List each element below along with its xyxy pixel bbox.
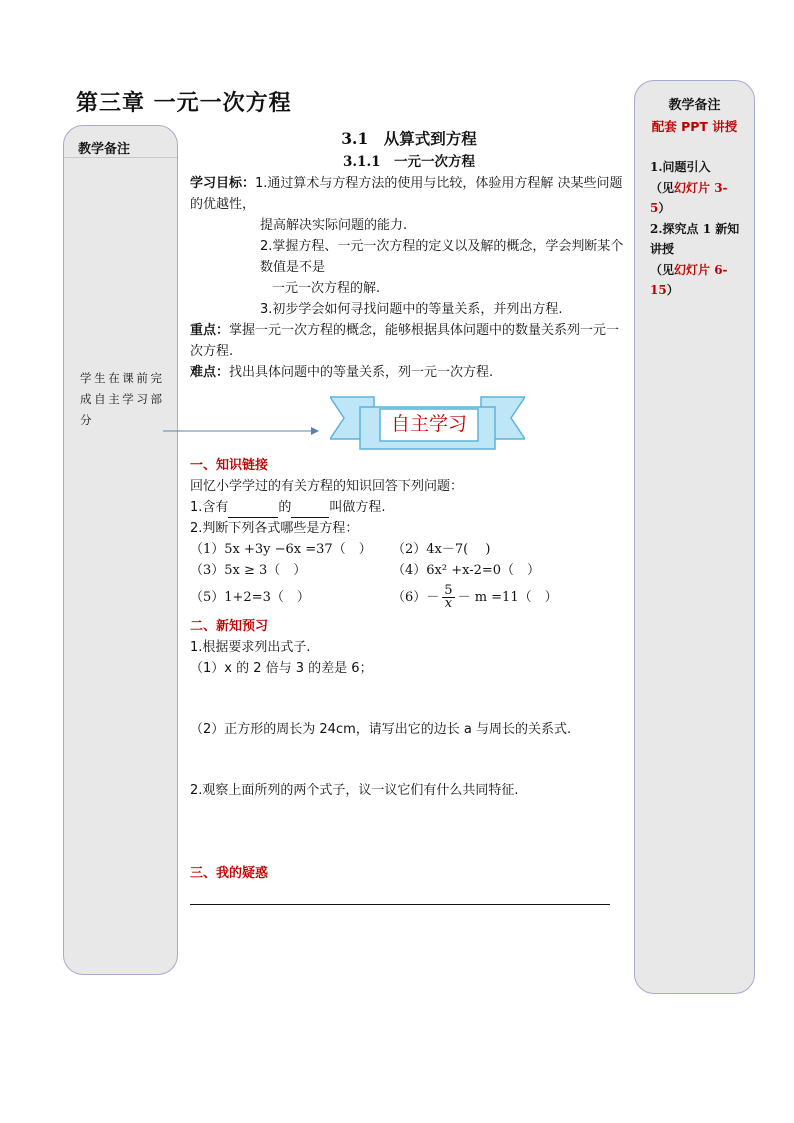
- difficulty-text: 找出具体问题中的等量关系，列一元一次方程.: [229, 365, 494, 380]
- fraction-denominator: x: [444, 596, 453, 611]
- part2-q1a: （1）x 的 2 倍与 3 的差是 6；: [190, 661, 373, 676]
- left-notes-panel: [63, 125, 178, 975]
- part2-heading: 二、新知预习: [190, 619, 269, 634]
- right-item-1-ref: 幻灯片 3-5: [650, 180, 728, 215]
- right-notes-panel: [634, 80, 755, 994]
- q1-text-a: 1.含有: [190, 500, 229, 515]
- q1-blank-1[interactable]: [228, 503, 278, 518]
- right-item-1-ref-close: ）: [658, 201, 671, 215]
- right-item-1-label: 1.问题引入: [650, 160, 711, 174]
- left-panel-heading: 教学备注: [78, 142, 131, 157]
- difficulty-label: 难点：: [190, 365, 230, 380]
- part3-heading: 三、我的疑惑: [190, 866, 269, 881]
- equation-6-prefix: （6）－: [392, 590, 440, 605]
- answer-space-1: [190, 679, 628, 719]
- q1-text-c: 叫做方程.: [329, 500, 386, 515]
- right-item-1: [650, 157, 746, 219]
- banner-spacer: [190, 383, 628, 455]
- fraction-numerator: 5: [444, 583, 453, 598]
- chapter-title: 第三章 一元一次方程: [76, 91, 292, 116]
- right-item-2-ref: 幻灯片 6-15: [650, 262, 728, 297]
- q1-text-b: 的: [278, 500, 292, 515]
- equation-6-suffix: － m =11（ ）: [457, 590, 558, 605]
- part1-heading: 一、知识链接: [190, 458, 269, 473]
- main-content: [190, 128, 628, 884]
- part1-q2: 2.判断下列各式哪些是方程：: [190, 521, 359, 536]
- difficulty: [190, 362, 628, 383]
- q1-blank-2[interactable]: [291, 503, 329, 518]
- objective-1-text: 1.通过算术与方程方法的使用与比较，体验用方程解 决某些问题的优越性，: [190, 176, 623, 212]
- objective-1-cont: 提高解决实际问题的能力.: [260, 218, 408, 233]
- right-item-2: [650, 219, 746, 301]
- left-panel-note: 学生在课前完成自主学习部分: [80, 371, 164, 427]
- section-title: 3.1 从算式到方程: [341, 129, 477, 148]
- equation-5: （5）1+2=3（ ）: [190, 590, 310, 605]
- key-point: [190, 320, 628, 362]
- part2-q1b: （2）正方形的周长为 24cm，请写出它的边长 a 与周长的关系式.: [190, 722, 572, 737]
- objective-3: 3.初步学会如何寻找问题中的等量关系，并列出方程.: [260, 302, 563, 317]
- part1-intro: 回忆小学学过的有关方程的知识回答下列问题：: [190, 479, 464, 494]
- equation-6: [392, 585, 558, 610]
- equation-1: （1）5x +3y −6x =37（ ）: [190, 542, 372, 557]
- right-item-1-ref-open: （见: [650, 180, 675, 195]
- part1-q1: [190, 497, 628, 518]
- equation-row-1: [190, 539, 628, 560]
- equation-3: （3）5x ≥ 3（ ）: [190, 563, 307, 578]
- part2-q1: 1.根据要求列出式子.: [190, 640, 311, 655]
- objectives-label: 学习目标：: [190, 176, 256, 191]
- part2-q2: 2.观察上面所列的两个式子，议一议它们有什么共同特征.: [190, 783, 519, 798]
- equation-row-3: [190, 585, 628, 610]
- left-panel-divider: [64, 157, 177, 158]
- subsection-title: 3.1.1 一元一次方程: [342, 154, 476, 170]
- equation-row-2: [190, 560, 628, 581]
- right-panel-items: [650, 157, 746, 301]
- objective-2-cont: 一元一次方程的解.: [272, 281, 381, 296]
- right-panel-heading: 教学备注: [668, 98, 721, 113]
- key-point-text: 掌握一元一次方程的概念，能够根据具体问题中的数量关系列一元一次方程.: [190, 323, 620, 359]
- answer-space-2: [190, 740, 628, 780]
- objective-1: [190, 173, 628, 215]
- answer-space-3: [190, 801, 628, 863]
- equation-4: （4）6x² +x-2=0（ ）: [392, 563, 541, 578]
- key-point-label: 重点：: [190, 323, 230, 338]
- equation-2: （2）4x－7( ): [392, 542, 491, 557]
- right-panel-subheading: 配套 PPT 讲授: [651, 119, 738, 134]
- right-item-2-label: 2.探究点 1 新知讲授: [650, 221, 740, 256]
- equation-6-fraction: [442, 585, 454, 610]
- right-item-2-ref-open: （见: [650, 262, 675, 277]
- banner-label: 自主学习: [390, 413, 467, 435]
- right-item-2-ref-close: ）: [666, 283, 679, 297]
- doubt-answer-line[interactable]: [190, 904, 610, 905]
- objective-2: 2.掌握方程、一元一次方程的定义以及解的概念，学会判断某个数值是不是: [260, 239, 624, 275]
